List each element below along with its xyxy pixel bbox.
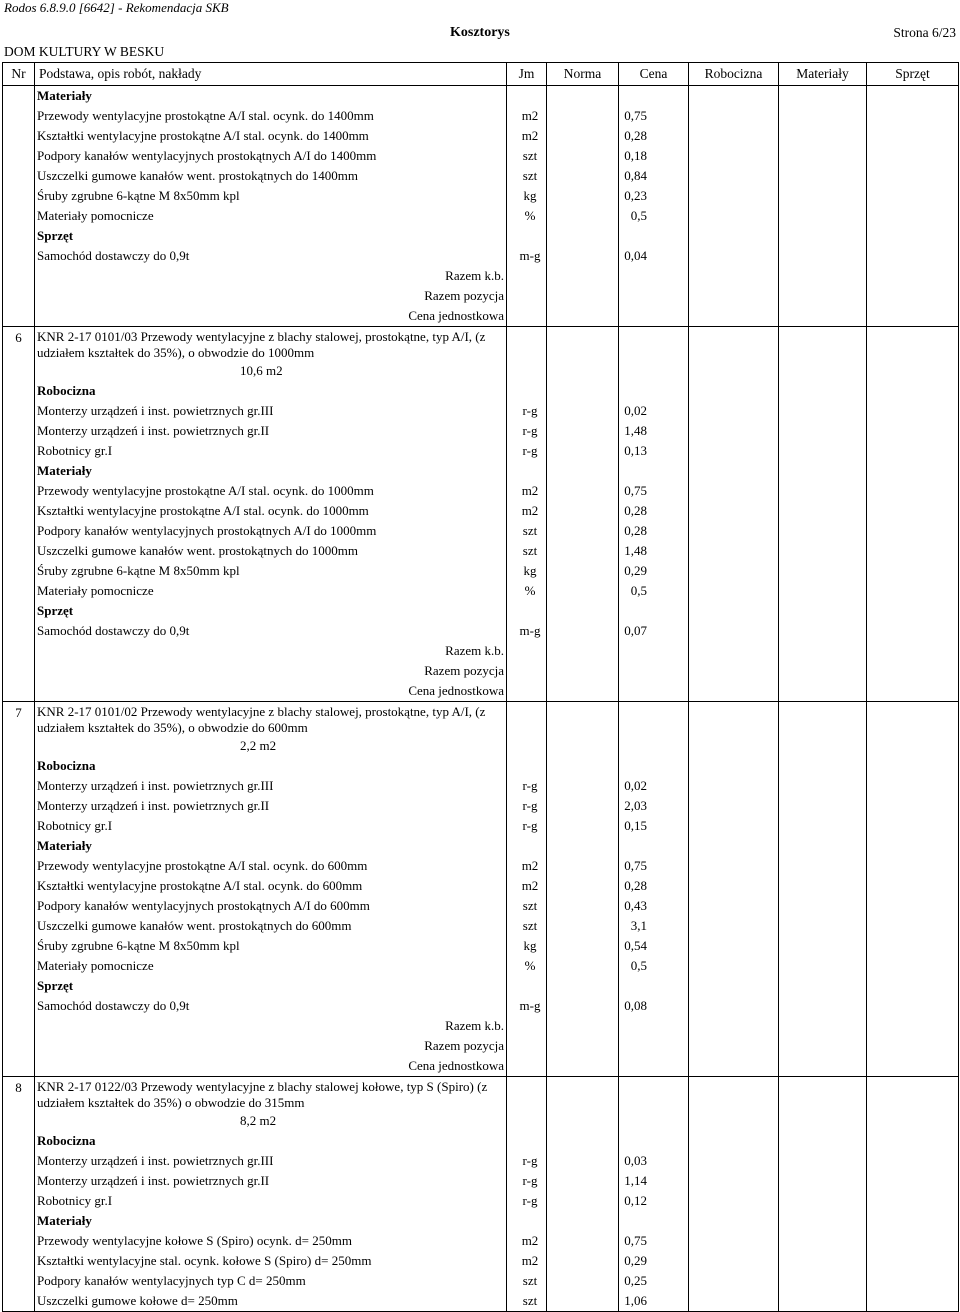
empty-value-cell (689, 1077, 779, 1312)
resource-unit: r-g (522, 423, 538, 438)
empty-value-cell (779, 86, 867, 327)
resource-unit: szt (522, 1293, 538, 1308)
resource-name: Robotnicy gr.I (37, 818, 113, 833)
resource-unit: kg (523, 563, 537, 578)
resource-line (35, 581, 647, 601)
resource-name: Materiały pomocnicze (37, 583, 154, 598)
resource-line (35, 1291, 647, 1311)
resource-unit: szt (522, 148, 538, 163)
row-number: 8 (15, 1080, 22, 1095)
resource-norm: 0,75 (624, 1233, 647, 1248)
resource-unit: r-g (522, 1153, 538, 1168)
resource-unit: m2 (521, 108, 539, 123)
resource-line (35, 776, 647, 796)
resource-norm: 0,08 (624, 998, 647, 1013)
position-quantity: 2,2 m2 (240, 738, 277, 753)
labor-heading (35, 756, 506, 776)
labor-heading (35, 381, 506, 401)
resource-line (35, 421, 647, 441)
materials-heading (35, 1211, 506, 1231)
resource-norm: 0,13 (624, 443, 647, 458)
resource-norm: 0,04 (624, 248, 647, 263)
resource-unit: szt (522, 168, 538, 183)
row-number: 7 (15, 705, 22, 720)
row-number-cell (3, 327, 35, 702)
table-header-row (3, 63, 959, 86)
resource-name: Monterzy urządzeń i inst. powietrznych gr.II (37, 423, 270, 438)
resource-norm: 0,02 (624, 778, 647, 793)
resource-unit: szt (522, 543, 538, 558)
resource-unit: m2 (521, 878, 539, 893)
summary-razem-pozycja: Razem pozycja (424, 1038, 504, 1053)
resource-unit: szt (522, 523, 538, 538)
resource-name: Uszczelki gumowe kołowe d= 250mm (37, 1293, 238, 1308)
resource-unit: r-g (522, 1193, 538, 1208)
resource-name: Kształtki wentylacyjne stal. ocynk. kołowe S (Spiro) d= 250mm (37, 1253, 372, 1268)
summary-line (35, 266, 506, 286)
resource-unit: r-g (522, 443, 538, 458)
position-code: KNR 2-17 0122/03 (37, 1079, 138, 1094)
resource-norm: 0,84 (624, 168, 647, 183)
row-content-cell (35, 702, 647, 1077)
empty-value-cell (779, 702, 867, 1077)
empty-value-cell (867, 327, 959, 702)
resource-line (35, 521, 647, 541)
summary-line (35, 1016, 506, 1036)
resource-line (35, 916, 647, 936)
resource-name: Kształtki wentylacyjne prostokątne A/I stal. ocynk. do 1400mm (37, 128, 369, 143)
summary-razem-pozycja: Razem pozycja (424, 663, 504, 678)
table-row (3, 1077, 959, 1312)
resource-norm: 0,5 (630, 583, 647, 598)
resource-line (35, 816, 647, 836)
resource-name: Monterzy urządzeń i inst. powietrznych gr.III (37, 1153, 274, 1168)
materials-heading (35, 461, 506, 481)
resource-line (35, 1191, 647, 1211)
empty-value-cell (867, 702, 959, 1077)
app-title: Rodos 6.8.9.0 [6642] - Rekomendacja SKB (4, 0, 229, 15)
resource-line (35, 561, 647, 581)
resource-name: Robotnicy gr.I (37, 443, 113, 458)
resource-unit: r-g (522, 818, 538, 833)
resource-unit: szt (522, 898, 538, 913)
empty-value-cell (689, 327, 779, 702)
table-row (3, 327, 959, 702)
resource-name: Podpory kanałów wentylacyjnych prostokątnych A/I do 600mm (37, 898, 370, 913)
document-title: Kosztorys (450, 25, 510, 40)
col-header-nr: Nr (3, 63, 35, 86)
materials-heading-text: Materiały (37, 88, 92, 103)
resource-line (35, 1271, 647, 1291)
summary-line (35, 1036, 506, 1056)
summary-razem-pozycja: Razem pozycja (424, 288, 504, 303)
resource-name: Śruby zgrubne 6-kątne M 8x50mm kpl (37, 188, 240, 203)
resource-norm: 0,25 (624, 1273, 647, 1288)
resource-unit: % (524, 583, 536, 598)
resource-norm: 0,28 (624, 523, 647, 538)
table-row (3, 86, 959, 327)
resource-unit: kg (523, 188, 537, 203)
resource-line (35, 936, 647, 956)
labor-heading-text: Robocizna (37, 758, 96, 773)
resource-norm: 0,03 (624, 1153, 647, 1168)
resource-norm: 0,75 (624, 108, 647, 123)
row-number-cell (3, 1077, 35, 1312)
resource-unit: m2 (521, 503, 539, 518)
col-header-price: Cena (619, 63, 689, 86)
resource-name: Uszczelki gumowe kanałów went. prostokątnych do 1000mm (37, 543, 358, 558)
resource-norm: 0,54 (624, 938, 647, 953)
resource-line (35, 246, 647, 266)
resource-line (35, 796, 647, 816)
resource-line (35, 1151, 647, 1171)
resource-norm: 0,07 (624, 623, 647, 638)
resource-line (35, 166, 647, 186)
resource-norm: 0,75 (624, 858, 647, 873)
materials-heading-text: Materiały (37, 463, 92, 478)
position-desc-text: Przewody wentylacyjne z blachy stalowej, prostokątne, typ A/I, (z udziałem kształtek do 35%), o obwodzie do 600mm (37, 704, 486, 735)
resource-line (35, 956, 647, 976)
resource-norm: 0,02 (624, 403, 647, 418)
resource-line (35, 106, 647, 126)
resource-unit: m-g (519, 998, 541, 1013)
resource-name: Śruby zgrubne 6-kątne M 8x50mm kpl (37, 938, 240, 953)
summary-cena-jednostkowa: Cena jednostkowa (408, 1058, 504, 1073)
resource-unit: % (524, 958, 536, 973)
position-quantity: 8,2 m2 (240, 1113, 277, 1128)
summary-cena-jednostkowa: Cena jednostkowa (408, 683, 504, 698)
resource-line (35, 401, 647, 421)
resource-name: Robotnicy gr.I (37, 1193, 113, 1208)
resource-unit: m2 (521, 1253, 539, 1268)
resource-name: Przewody wentylacyjne prostokątne A/I stal. ocynk. do 600mm (37, 858, 368, 873)
empty-value-cell (689, 702, 779, 1077)
position-description (35, 702, 509, 736)
resource-norm: 0,18 (624, 148, 647, 163)
equipment-heading (35, 601, 506, 621)
resource-line (35, 856, 647, 876)
resource-name: Samochód dostawczy do 0,9t (37, 623, 190, 638)
summary-line (35, 641, 506, 661)
materials-heading-text: Materiały (37, 838, 92, 853)
resource-name: Monterzy urządzeń i inst. powietrznych gr.II (37, 1173, 270, 1188)
labor-heading-text: Robocizna (37, 1133, 96, 1148)
resource-name: Uszczelki gumowe kanałów went. prostokątnych do 1400mm (37, 168, 358, 183)
position-desc-text: Przewody wentylacyjne z blachy stalowej, prostokątne, typ A/I, (z udziałem kształtek do 35%), o obwodzie do 1000mm (37, 329, 486, 360)
summary-line (35, 661, 506, 681)
resource-norm: 0,28 (624, 503, 647, 518)
position-code: KNR 2-17 0101/02 (37, 704, 138, 719)
empty-value-cell (867, 86, 959, 327)
summary-razem-kb: Razem k.b. (445, 268, 504, 283)
col-header-equipment: Sprzęt (867, 63, 959, 86)
resource-unit: r-g (522, 778, 538, 793)
row-number-cell (3, 86, 35, 327)
resource-name: Kształtki wentylacyjne prostokątne A/I stal. ocynk. do 1000mm (37, 503, 369, 518)
summary-razem-kb: Razem k.b. (445, 643, 504, 658)
resource-unit: m2 (521, 1233, 539, 1248)
resource-name: Podpory kanałów wentylacyjnych prostokątnych A/I do 1000mm (37, 523, 377, 538)
position-description (35, 327, 509, 361)
materials-heading-text: Materiały (37, 1213, 92, 1228)
resource-name: Śruby zgrubne 6-kątne M 8x50mm kpl (37, 563, 240, 578)
resource-norm: 0,75 (624, 483, 647, 498)
resource-name: Przewody wentylacyjne prostokątne A/I stal. ocynk. do 1400mm (37, 108, 374, 123)
materials-heading (35, 86, 506, 106)
resource-name: Monterzy urządzeń i inst. powietrznych gr.III (37, 778, 274, 793)
position-quantity: 10,6 m2 (240, 363, 283, 378)
resource-name: Podpory kanałów wentylacyjnych prostokątnych A/I do 1400mm (37, 148, 377, 163)
resource-line (35, 1231, 647, 1251)
resource-norm: 1,48 (624, 543, 647, 558)
resource-line (35, 1251, 647, 1271)
resource-norm: 0,15 (624, 818, 647, 833)
col-header-unit: Jm (507, 63, 547, 86)
resource-norm: 0,29 (624, 1253, 647, 1268)
resource-norm: 3,1 (630, 918, 647, 933)
resource-name: Podpory kanałów wentylacyjnych typ C d= 250mm (37, 1273, 306, 1288)
resource-line (35, 501, 647, 521)
labor-heading-text: Robocizna (37, 383, 96, 398)
resource-norm: 0,23 (624, 188, 647, 203)
resource-line (35, 996, 647, 1016)
summary-cena-jednostkowa: Cena jednostkowa (408, 308, 504, 323)
resource-line (35, 126, 647, 146)
summary-line (35, 286, 506, 306)
resource-line (35, 146, 647, 166)
empty-value-cell (779, 327, 867, 702)
summary-razem-kb: Razem k.b. (445, 1018, 504, 1033)
position-code: KNR 2-17 0101/03 (37, 329, 138, 344)
resource-name: Materiały pomocnicze (37, 208, 154, 223)
empty-value-cell (779, 1077, 867, 1312)
equipment-heading-text: Sprzęt (37, 228, 74, 243)
resource-line (35, 896, 647, 916)
resource-norm: 0,12 (624, 1193, 647, 1208)
resource-unit: szt (522, 918, 538, 933)
resource-norm: 1,06 (624, 1293, 647, 1308)
resource-norm: 2,03 (624, 798, 647, 813)
resource-unit: r-g (522, 1173, 538, 1188)
resource-name: Przewody wentylacyjne kołowe S (Spiro) ocynk. d= 250mm (37, 1233, 352, 1248)
col-header-materials: Materiały (779, 63, 867, 86)
equipment-heading-text: Sprzęt (37, 603, 74, 618)
resource-line (35, 481, 647, 501)
row-content-cell (35, 1077, 647, 1312)
resource-unit: r-g (522, 798, 538, 813)
resource-name: Samochód dostawczy do 0,9t (37, 248, 190, 263)
summary-line (35, 306, 506, 326)
labor-heading (35, 1131, 506, 1151)
resource-line (35, 876, 647, 896)
resource-norm: 0,28 (624, 128, 647, 143)
materials-heading (35, 836, 506, 856)
resource-norm: 0,29 (624, 563, 647, 578)
col-header-labor: Robocizna (689, 63, 779, 86)
page-number: Strona 6/23 (893, 25, 956, 40)
resource-unit: szt (522, 1273, 538, 1288)
resource-name: Samochód dostawczy do 0,9t (37, 998, 190, 1013)
table-row (3, 702, 959, 1077)
resource-norm: 0,5 (630, 958, 647, 973)
cost-estimate-table (2, 62, 959, 1312)
resource-line (35, 541, 647, 561)
equipment-heading (35, 226, 506, 246)
resource-unit: m2 (521, 858, 539, 873)
empty-value-cell (867, 1077, 959, 1312)
summary-line (35, 1056, 506, 1076)
summary-line (35, 681, 506, 701)
resource-norm: 0,28 (624, 878, 647, 893)
resource-line (35, 441, 647, 461)
resource-norm: 0,5 (630, 208, 647, 223)
row-content-cell (35, 327, 647, 702)
resource-norm: 1,48 (624, 423, 647, 438)
resource-name: Monterzy urządzeń i inst. powietrznych gr.III (37, 403, 274, 418)
resource-unit: m-g (519, 623, 541, 638)
row-number-cell (3, 702, 35, 1077)
position-description (35, 1077, 509, 1111)
resource-name: Kształtki wentylacyjne prostokątne A/I stal. ocynk. do 600mm (37, 878, 363, 893)
equipment-heading (35, 976, 506, 996)
resource-unit: m-g (519, 248, 541, 263)
resource-name: Przewody wentylacyjne prostokątne A/I stal. ocynk. do 1000mm (37, 483, 374, 498)
resource-name: Materiały pomocnicze (37, 958, 154, 973)
resource-unit: % (524, 208, 536, 223)
empty-value-cell (689, 86, 779, 327)
row-content-cell (35, 86, 647, 327)
resource-name: Uszczelki gumowe kanałów went. prostokątnych do 600mm (37, 918, 352, 933)
resource-unit: r-g (522, 403, 538, 418)
resource-unit: kg (523, 938, 537, 953)
position-desc-text: Przewody wentylacyjne z blachy stalowej kołowe, typ S (Spiro) (z udziałem kształtek do 35%) o obwodzie do 315mm (37, 1079, 488, 1110)
resource-line (35, 1171, 647, 1191)
resource-line (35, 621, 647, 641)
resource-line (35, 206, 647, 226)
row-number: 6 (15, 330, 22, 345)
col-header-basis: Podstawa, opis robót, nakłady (35, 63, 507, 86)
organization-name: DOM KULTURY W BESKU (4, 44, 165, 59)
resource-unit: m2 (521, 128, 539, 143)
resource-unit: m2 (521, 483, 539, 498)
resource-norm: 1,14 (624, 1173, 647, 1188)
col-header-norm: Norma (547, 63, 619, 86)
equipment-heading-text: Sprzęt (37, 978, 74, 993)
resource-norm: 0,43 (624, 898, 647, 913)
resource-name: Monterzy urządzeń i inst. powietrznych gr.II (37, 798, 270, 813)
resource-line (35, 186, 647, 206)
